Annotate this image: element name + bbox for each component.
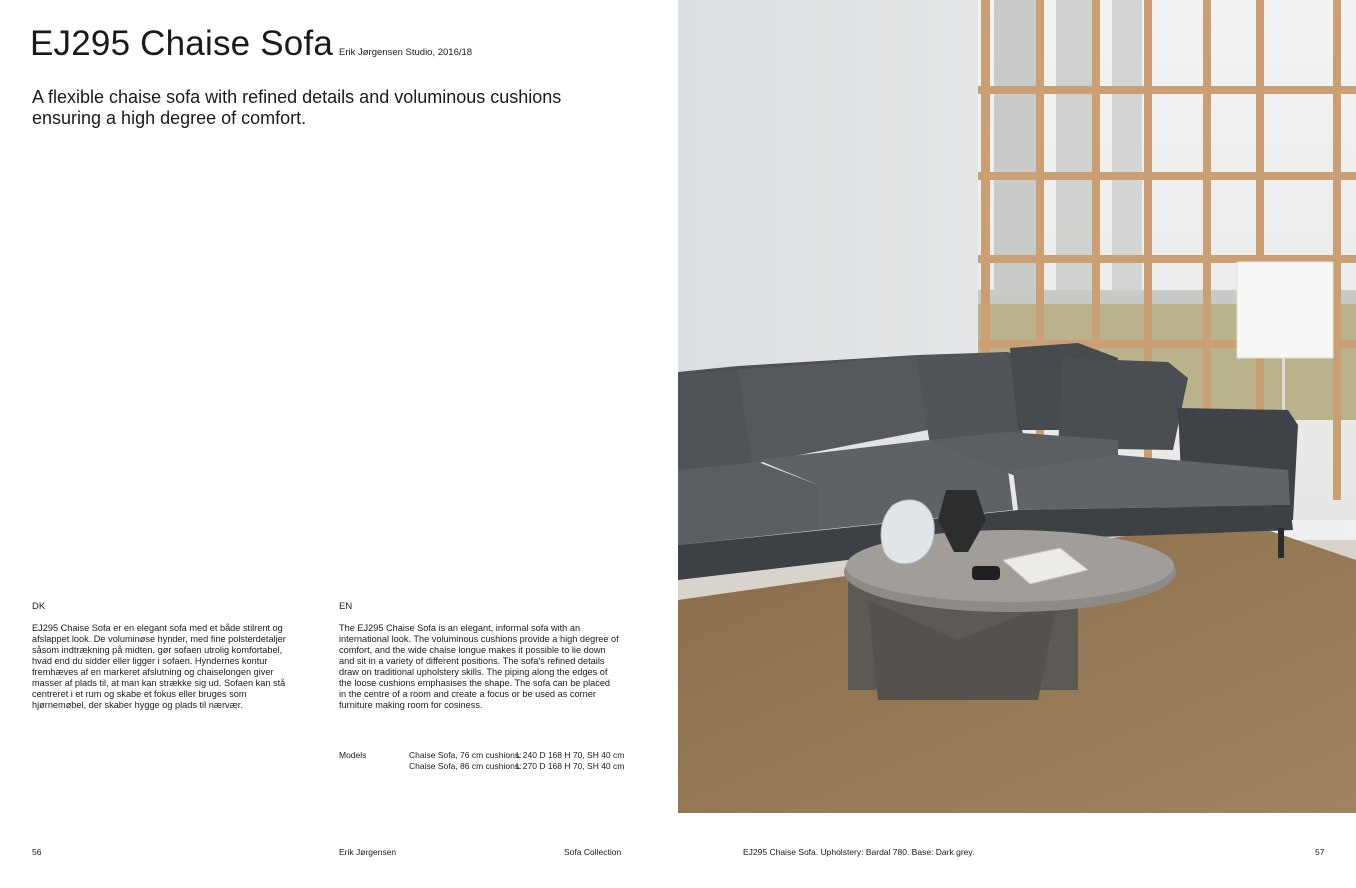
- intro-text: A flexible chaise sofa with refined details and voluminous cushions ensuring a high degree of comfort.: [32, 87, 562, 128]
- page-title: EJ295 Chaise Sofa: [30, 24, 334, 63]
- photo-caption: EJ295 Chaise Sofa. Upholstery: Bardal 780. Base: Dark grey.: [743, 847, 975, 857]
- sofa-photo: [678, 0, 1356, 813]
- model-row: [409, 761, 624, 772]
- en-description: The EJ295 Chaise Sofa is an elegant, informal sofa with an international look. The voluminous cushions provide a high degree of comfort, and the wide chaise longue makes it possible to lie down and sit in a variety of different positions. The sofa's refined details draw on traditional upholstery skills. The piping along the edges of the loose cushions emphasises the shape. The sofa can be placed in the centre of a room and create a focus or be used as corner furniture making room for cosiness.: [339, 623, 619, 710]
- en-label: EN: [339, 601, 353, 612]
- page-number-left: 56: [32, 847, 42, 857]
- model-row: [409, 750, 624, 761]
- models-table: [409, 750, 624, 771]
- dk-description: EJ295 Chaise Sofa er en elegant sofa med et både stilrent og afslappet look. De voluminøse hynder, med fine polsterdetaljer såsom indtrækning på midten, gør sofaen utrolig komfortabel, hvad end du sidder eller ligger i sofaen. Hyndernes kontur fremhæves af en markeret afslutning og chaiselongen giver masser af plads til, at man kan strække sig ud. Sofaen kan stå centreret i et rum og skabe et fokus eller bruges som hjørnemøbel, der skaber hygge og plads til nærvær.: [32, 623, 286, 710]
- model-name: Chaise Sofa, 76 cm cushions:: [409, 750, 522, 760]
- dk-label: DK: [32, 601, 46, 612]
- footer-collection: Sofa Collection: [564, 847, 622, 857]
- models-label: Models: [339, 750, 367, 760]
- model-name: Chaise Sofa, 86 cm cushions:: [409, 760, 522, 771]
- page-number-right: 57: [1315, 847, 1325, 857]
- model-dimensions: L 270 D 168 H 70, SH 40 cm: [516, 760, 625, 771]
- footer-brand: Erik Jørgensen: [339, 847, 397, 857]
- designer-credit: Erik Jørgensen Studio, 2016/18: [339, 47, 473, 58]
- model-dimensions: L 240 D 168 H 70, SH 40 cm: [516, 750, 625, 760]
